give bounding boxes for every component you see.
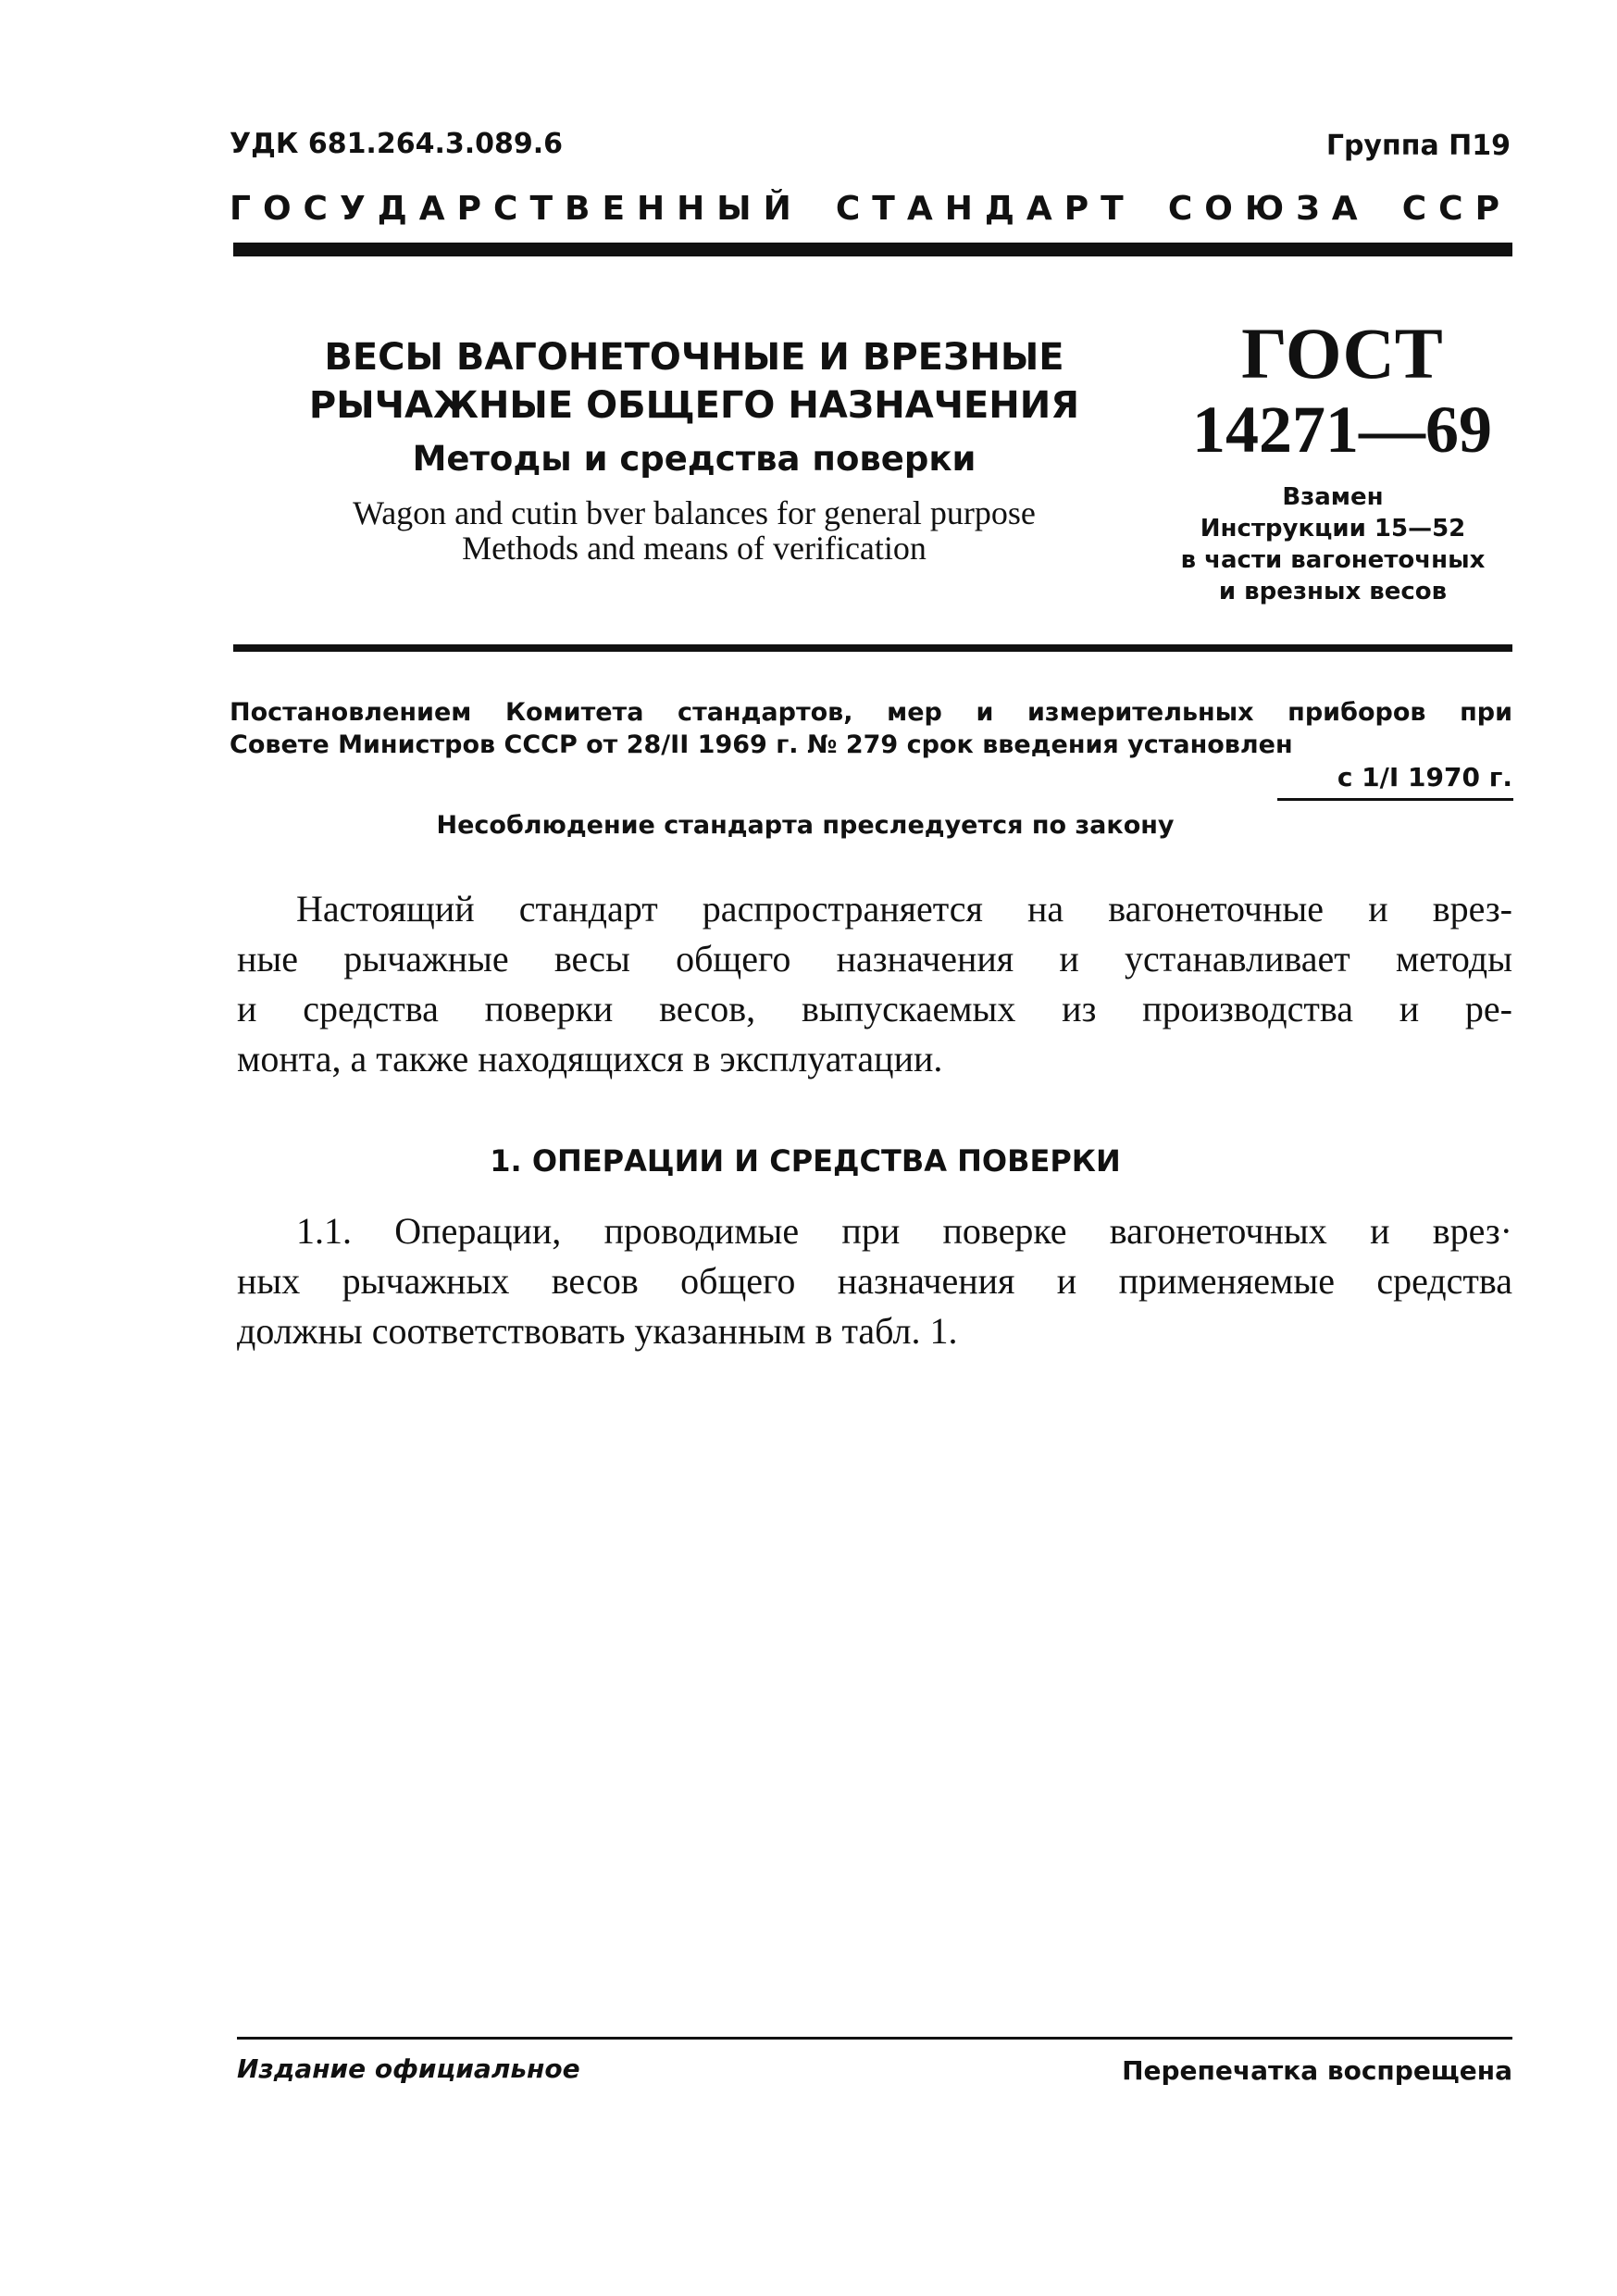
state-standard-band <box>230 190 1511 228</box>
band-word: СТАНДАРТ <box>835 190 1136 228</box>
reprint-prohibited: Перепечатка воспрещена <box>1122 2055 1512 2086</box>
paragraph-line: должны соответствовать указанным в табл. 1. <box>237 1310 958 1352</box>
law-notice: Несоблюдение стандарта преследуется по закону <box>436 811 1175 840</box>
date-underline <box>1277 798 1513 801</box>
udk-code: УДК 681.264.3.089.6 <box>230 128 564 160</box>
paragraph-line: 1.1. Операции, проводимые при поверке вагонеточных и врез· <box>296 1210 1512 1252</box>
replaces-line: Взамен <box>1282 483 1384 511</box>
title-rule <box>233 644 1512 652</box>
official-edition: Издание официальное <box>237 2053 580 2084</box>
paragraph-line: ные рычажные весы общего назначения и устанавливает методы <box>237 938 1512 980</box>
paragraph-line: ных рычажных весов общего назначения и применяемые средства <box>237 1260 1512 1302</box>
title-line: РЫЧАЖНЫЕ ОБЩЕГО НАЗНАЧЕНИЯ <box>308 384 1080 427</box>
effective-date: с 1/I 1970 г. <box>1337 762 1512 792</box>
gost-number: 14271—69 <box>1192 393 1492 467</box>
document-subtitle: Методы и средства поверки <box>412 439 976 479</box>
gost-word: ГОСТ <box>1241 313 1443 393</box>
english-title-line: Methods and means of verification <box>462 530 927 567</box>
decree-line: Постановлением Комитета стандартов, мер и измерительных приборов при <box>230 698 1512 727</box>
gost-designation <box>1166 315 1518 467</box>
band-word: ГОСУДАРСТВЕННЫЙ <box>230 190 803 228</box>
decree-text <box>230 696 1512 761</box>
group-code: Группа П19 <box>1325 130 1511 162</box>
section-heading: 1. ОПЕРАЦИИ И СРЕДСТВА ПОВЕРКИ <box>490 1143 1121 1179</box>
paragraph-line: монта, а также находящихся в эксплуатации. <box>237 1038 943 1079</box>
footer-rule <box>237 2037 1512 2040</box>
title-line: ВЕСЫ ВАГОНЕТОЧНЫЕ И ВРЕЗНЫЕ <box>324 336 1064 379</box>
replaces-line: в части вагонеточных <box>1180 546 1486 574</box>
replaces-note <box>1111 481 1555 607</box>
decree-line: Совете Министров СССР от 28/II 1969 г. № 279 срок введения установлен <box>230 730 1293 759</box>
intro-paragraph <box>237 884 1512 1084</box>
document-title <box>278 333 1111 430</box>
replaces-line: и врезных весов <box>1218 578 1448 605</box>
english-title-line: Wagon and cutin bver balances for general purpose <box>353 494 1036 531</box>
english-title <box>250 495 1138 566</box>
paragraph-line: Настоящий стандарт распространяется на вагонеточные и врез- <box>296 888 1512 930</box>
band-word: СОЮЗА <box>1167 190 1370 228</box>
header-rule <box>233 243 1512 256</box>
band-word: ССР <box>1401 190 1511 228</box>
clause-1-1 <box>237 1206 1512 1356</box>
replaces-line: Инструкции 15—52 <box>1200 515 1466 543</box>
paragraph-line: и средства поверки весов, выпускаемых из производства и ре- <box>237 988 1512 1029</box>
